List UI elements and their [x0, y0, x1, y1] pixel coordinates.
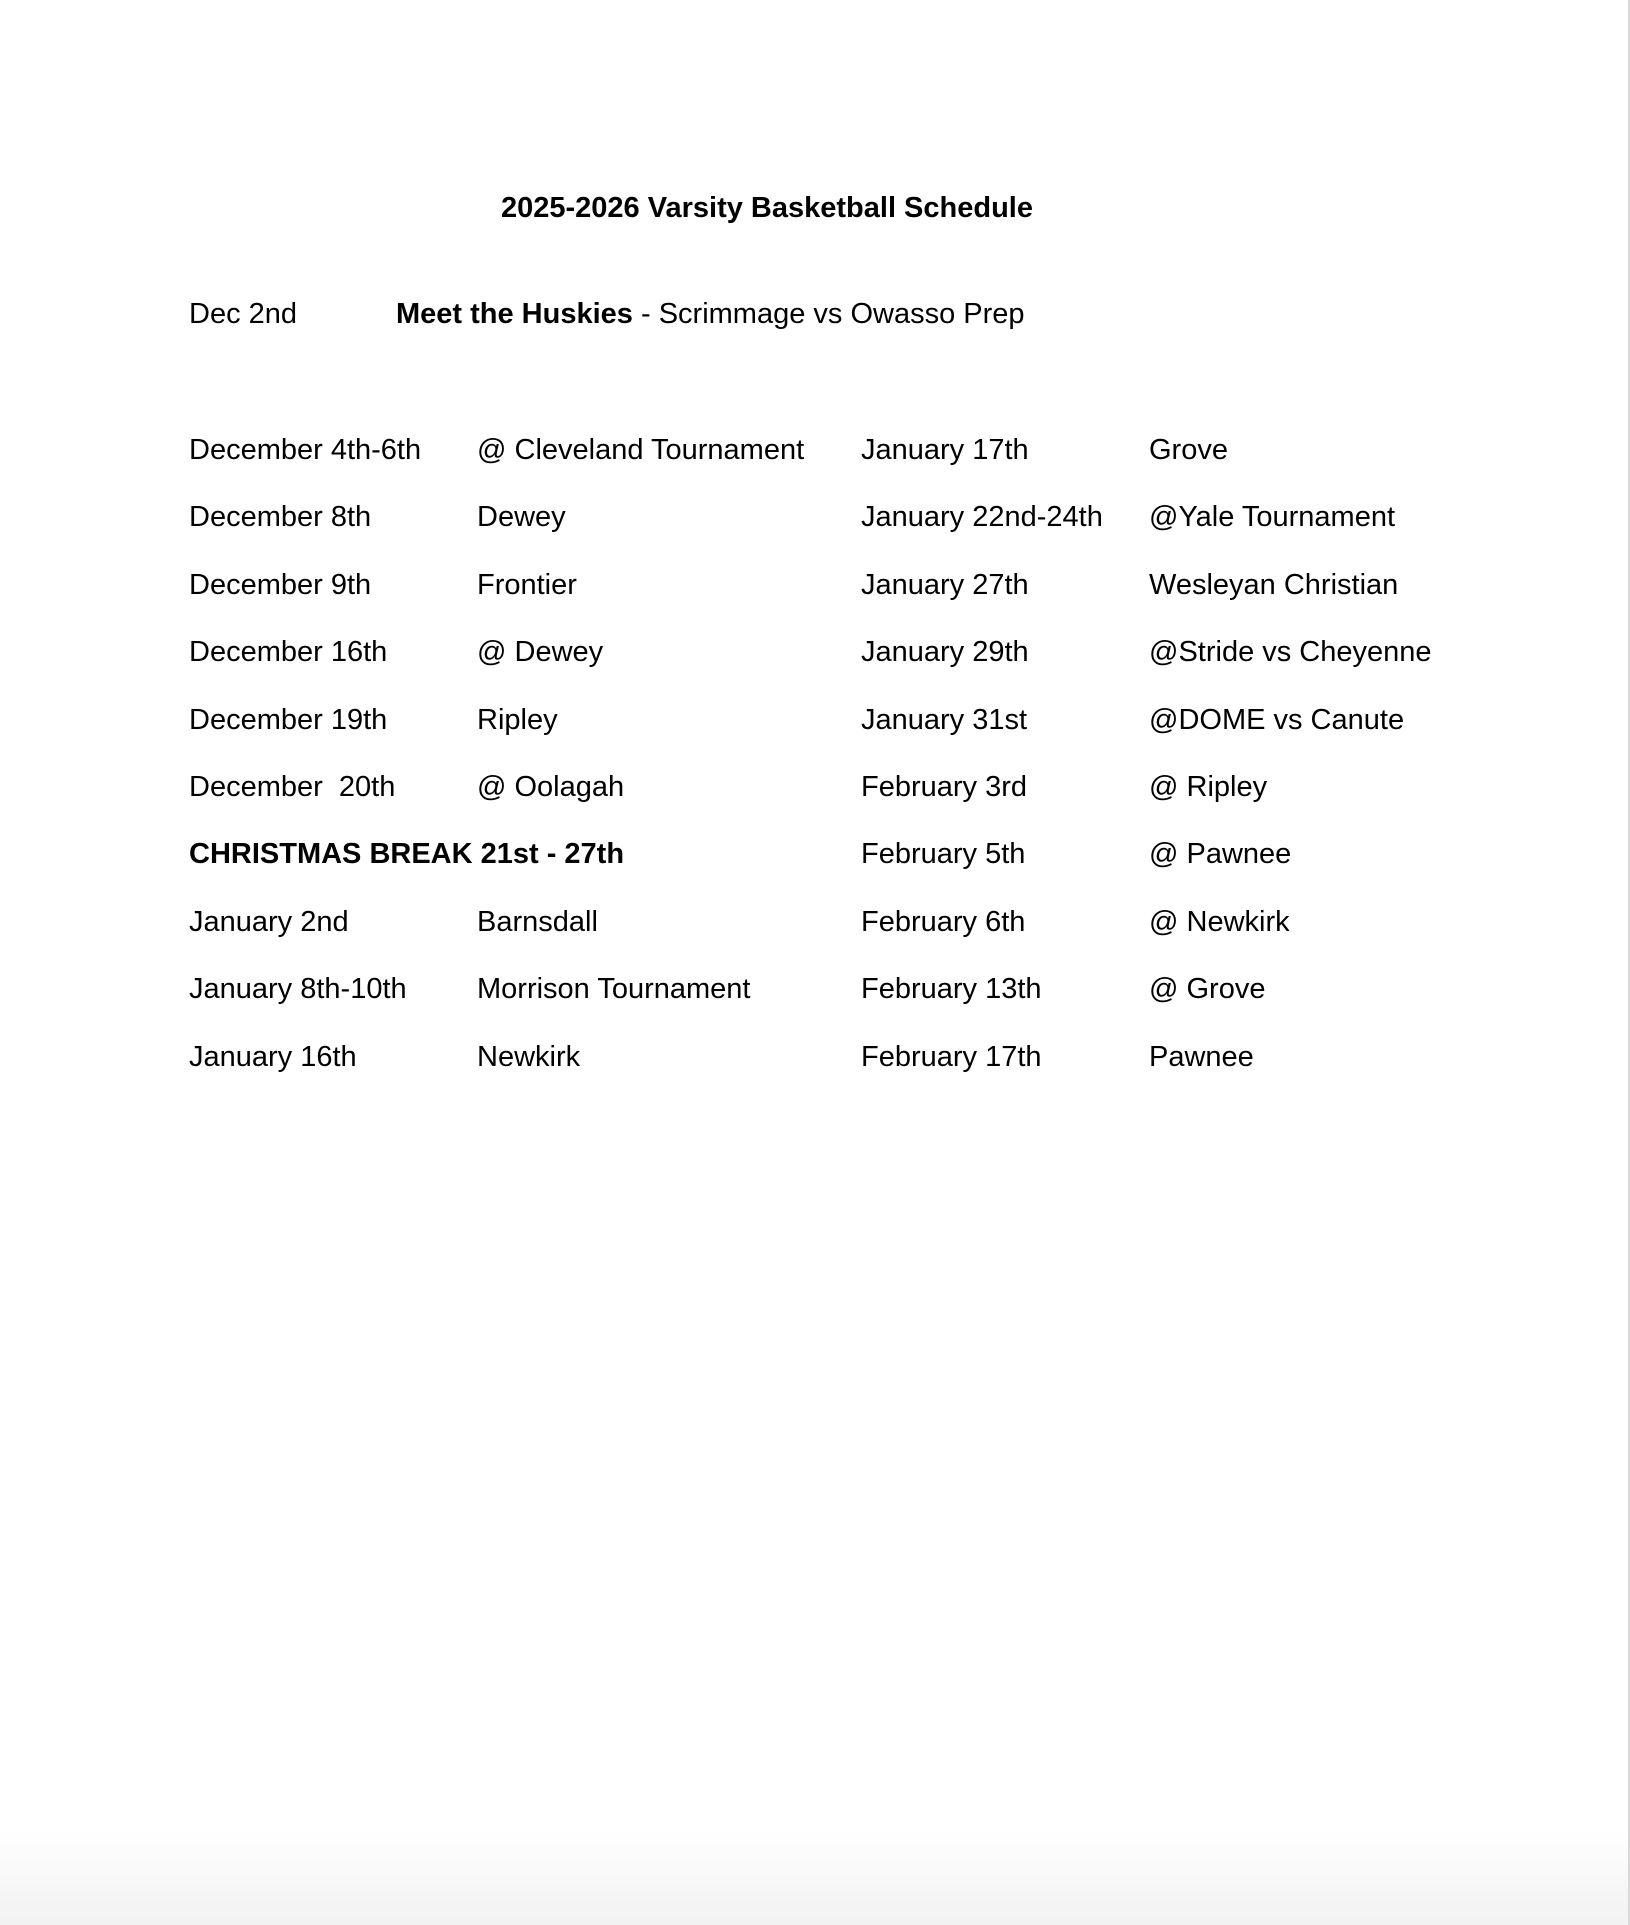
schedule-row	[189, 634, 604, 701]
schedule-row	[189, 567, 577, 634]
game-date: December 20th	[189, 770, 396, 803]
schedule-row	[189, 499, 566, 566]
game-date: January 16th	[189, 1040, 357, 1073]
schedule-row	[861, 769, 1268, 836]
game-date: February 3rd	[861, 770, 1028, 803]
game-date: January 8th-10th	[189, 973, 407, 1006]
game-date: January 17th	[861, 434, 1029, 466]
game-opponent: Pawnee	[1149, 1040, 1254, 1073]
schedule-row	[861, 702, 1405, 769]
game-opponent: Dewey	[477, 501, 566, 534]
christmas-break-row	[189, 836, 625, 903]
game-date: December 4th-6th	[189, 434, 422, 466]
game-opponent: @ Dewey	[477, 636, 604, 669]
schedule-row	[189, 971, 751, 1038]
game-date: December 8th	[189, 501, 372, 534]
christmas-break-label: CHRISTMAS BREAK 21st - 27th	[189, 838, 625, 871]
game-date: January 31st	[861, 703, 1028, 736]
game-opponent: @ Pawnee	[1149, 838, 1292, 871]
schedule-row	[861, 634, 1432, 701]
game-opponent: @DOME vs Canute	[1149, 703, 1405, 736]
game-date: January 29th	[861, 636, 1029, 669]
game-opponent: Wesleyan Christian	[1149, 568, 1399, 601]
schedule-row	[861, 432, 1228, 499]
schedule-column-left	[189, 432, 805, 1106]
game-date: February 5th	[861, 838, 1026, 871]
game-opponent: @Stride vs Cheyenne	[1149, 636, 1432, 669]
game-opponent: Newkirk	[477, 1040, 581, 1073]
game-opponent: Morrison Tournament	[477, 973, 751, 1006]
scrimmage-date: Dec 2nd	[189, 298, 298, 330]
schedule-row	[189, 702, 558, 769]
game-date: February 17th	[861, 1040, 1042, 1073]
schedule-row	[189, 769, 625, 836]
schedule-row	[861, 567, 1399, 634]
schedule-row	[861, 904, 1290, 971]
game-opponent: Frontier	[477, 568, 577, 601]
game-opponent: @ Oolagah	[477, 770, 625, 803]
game-opponent: @ Grove	[1149, 973, 1266, 1006]
game-date: February 13th	[861, 973, 1042, 1006]
schedule-row	[861, 836, 1292, 903]
game-opponent: Barnsdall	[477, 905, 598, 938]
game-date: January 2nd	[189, 905, 349, 938]
scrimmage-event-title: Meet the Huskies	[396, 298, 633, 330]
game-opponent: @ Cleveland Tournament	[477, 434, 805, 466]
schedule-row	[861, 499, 1396, 566]
game-date: January 22nd-24th	[861, 501, 1103, 534]
game-date: January 27th	[861, 568, 1029, 601]
game-opponent: @Yale Tournament	[1149, 501, 1396, 534]
game-opponent: @ Ripley	[1149, 770, 1268, 803]
scrimmage-event-detail: - Scrimmage vs Owasso Prep	[632, 298, 1025, 330]
schedule-row	[861, 971, 1266, 1038]
game-opponent: Ripley	[477, 703, 558, 736]
game-date: December 16th	[189, 636, 388, 669]
game-opponent: Grove	[1149, 434, 1228, 466]
schedule-row	[189, 904, 598, 971]
schedule-row	[189, 432, 805, 499]
scrimmage-event	[396, 296, 1025, 332]
game-opponent: @ Newkirk	[1149, 905, 1290, 938]
schedule-row	[861, 1039, 1254, 1106]
page-title: 2025-2026 Varsity Basketball Schedule	[501, 192, 1033, 224]
game-date: December 9th	[189, 568, 372, 601]
schedule-row	[189, 1039, 581, 1106]
game-date: December 19th	[189, 703, 388, 736]
schedule-column-right	[861, 432, 1432, 1106]
game-date: February 6th	[861, 905, 1026, 938]
